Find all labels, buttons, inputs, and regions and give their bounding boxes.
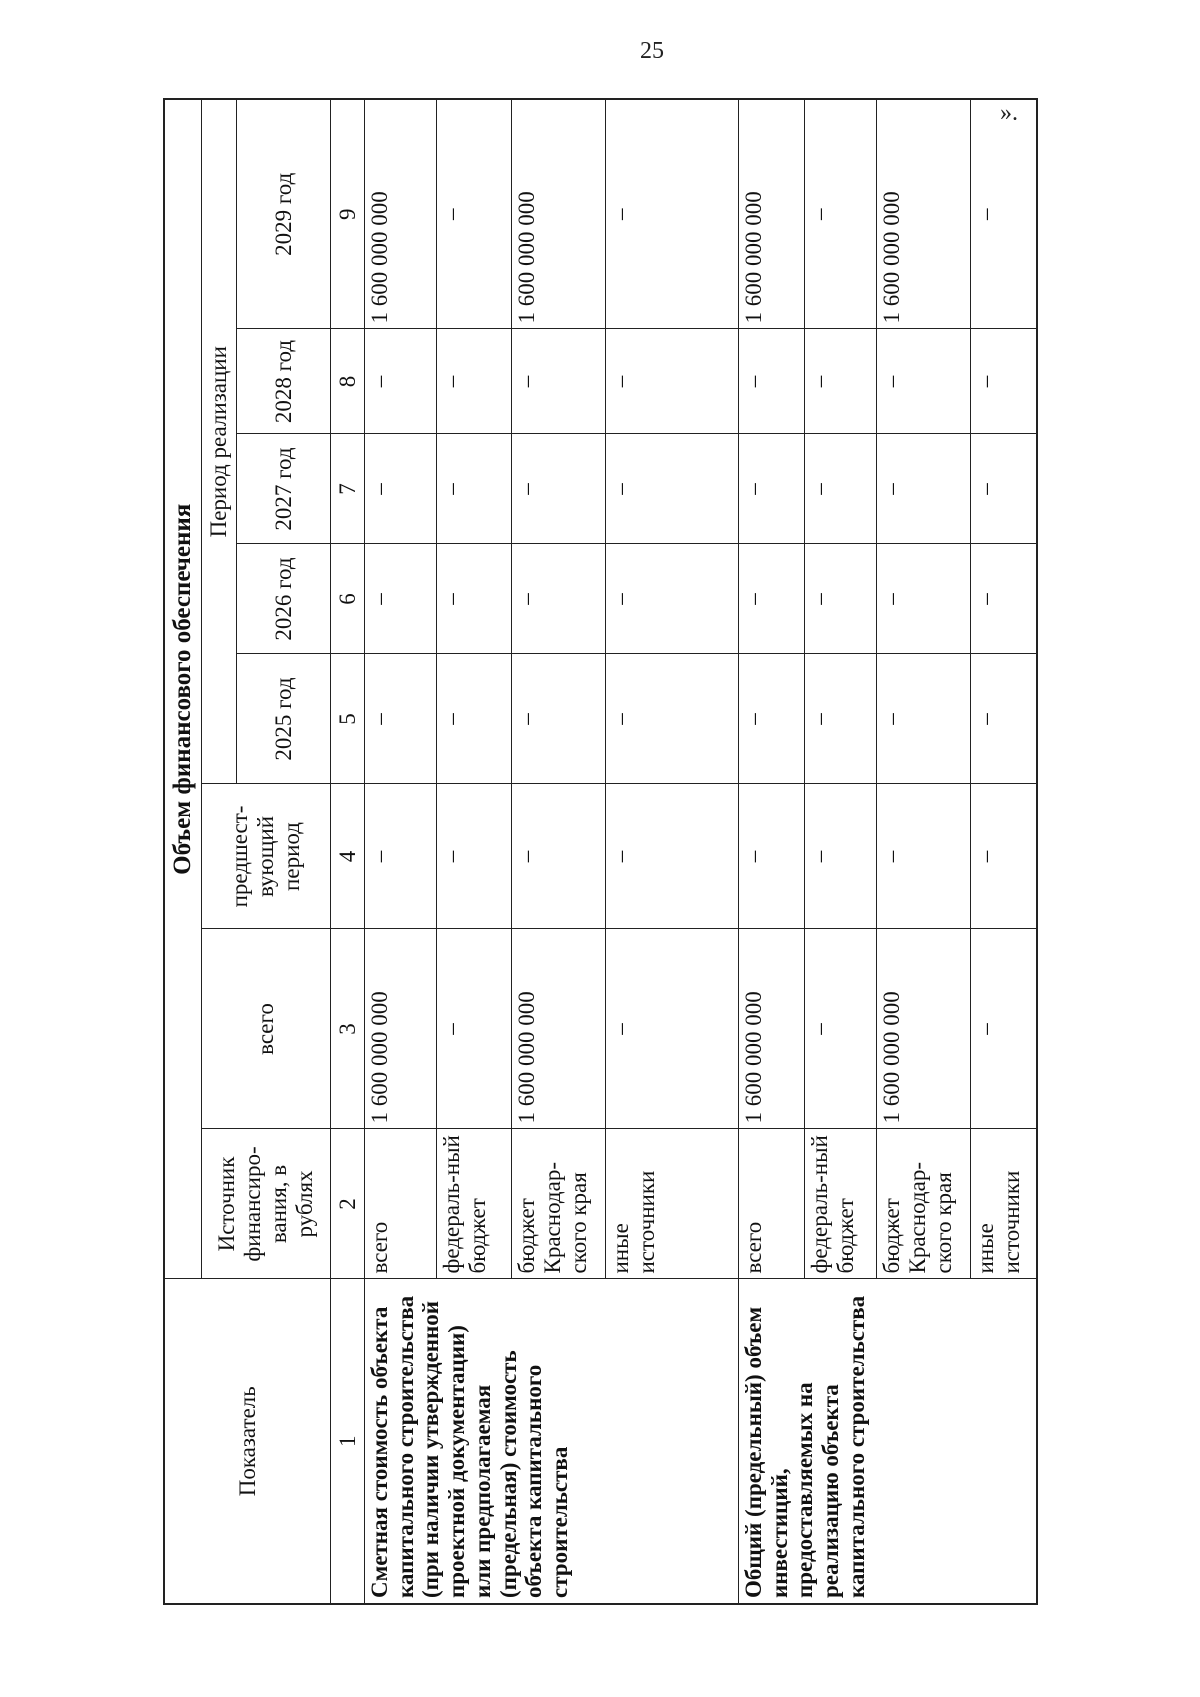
value-cell: –	[805, 329, 877, 434]
value-cell: –	[971, 544, 1037, 654]
value-cell: –	[738, 434, 804, 544]
value-2029: –	[606, 99, 739, 329]
value-cell: –	[738, 654, 804, 784]
value-cell: –	[436, 329, 511, 434]
value-cell: –	[512, 434, 606, 544]
column-index: 6	[330, 544, 364, 654]
column-index: 5	[330, 654, 364, 784]
value-2029: –	[971, 99, 1037, 329]
column-index: 7	[330, 434, 364, 544]
value-cell: –	[606, 434, 739, 544]
value-total: –	[805, 929, 877, 1129]
header-source: Источник финансиро-вания, в рублях	[201, 1129, 330, 1279]
value-cell: –	[606, 654, 739, 784]
value-2029: –	[436, 99, 511, 329]
value-cell: –	[877, 784, 971, 929]
value-2029: –	[805, 99, 877, 329]
indicator-estimated-cost: Сметная стоимость объекта капитального строительства (при наличии утвержденной проектной документации) или предполагаемая (предельная) стоимость объекта капитального строительства	[364, 1279, 738, 1604]
header-previous-period: предшест-вующий период	[201, 784, 330, 929]
value-2029: 1 600 000 000	[738, 99, 804, 329]
value-total: 1 600 000 000	[738, 929, 804, 1129]
table-row	[364, 99, 436, 1604]
header-year-2028: 2028 год	[236, 329, 330, 434]
page-number: 25	[640, 38, 664, 64]
value-cell: –	[364, 434, 436, 544]
value-cell: –	[805, 784, 877, 929]
value-cell: –	[364, 654, 436, 784]
table-row	[738, 99, 804, 1604]
column-index: 4	[330, 784, 364, 929]
header-year-2026: 2026 год	[236, 544, 330, 654]
value-cell: –	[364, 784, 436, 929]
value-total: –	[436, 929, 511, 1129]
value-cell: –	[877, 329, 971, 434]
value-cell: –	[512, 544, 606, 654]
value-cell: –	[738, 784, 804, 929]
value-cell: –	[512, 329, 606, 434]
value-total: –	[606, 929, 739, 1129]
column-index: 2	[330, 1129, 364, 1279]
value-cell: –	[738, 329, 804, 434]
value-cell: –	[364, 544, 436, 654]
value-cell: –	[606, 784, 739, 929]
header-year-2027: 2027 год	[236, 434, 330, 544]
column-index: 8	[330, 329, 364, 434]
header-implementation-period: Период реализации	[201, 99, 236, 784]
header-financing-volume: Объем финансового обеспечения	[164, 99, 201, 1279]
value-cell: –	[436, 654, 511, 784]
column-index: 3	[330, 929, 364, 1129]
source-cell: бюджет Краснодар-ского края	[512, 1129, 606, 1279]
value-total: –	[971, 929, 1037, 1129]
value-cell: –	[364, 329, 436, 434]
source-cell: федераль-ный бюджет	[805, 1129, 877, 1279]
source-cell: всего	[364, 1129, 436, 1279]
value-cell: –	[512, 654, 606, 784]
value-cell: –	[512, 784, 606, 929]
source-cell: бюджет Краснодар-ского края	[877, 1129, 971, 1279]
source-cell: федераль-ный бюджет	[436, 1129, 511, 1279]
value-cell: –	[436, 434, 511, 544]
source-cell: иные источники	[971, 1129, 1037, 1279]
value-cell: –	[971, 654, 1037, 784]
value-total: 1 600 000 000	[512, 929, 606, 1129]
value-cell: –	[971, 329, 1037, 434]
header-year-2029: 2029 год	[236, 99, 330, 329]
value-cell: –	[805, 654, 877, 784]
value-cell: –	[805, 544, 877, 654]
header-indicator: Показатель	[164, 1279, 330, 1604]
source-cell: иные источники	[606, 1129, 739, 1279]
value-cell: –	[436, 784, 511, 929]
value-cell: –	[877, 434, 971, 544]
value-cell: –	[606, 329, 739, 434]
value-cell: –	[877, 654, 971, 784]
header-year-2025: 2025 год	[236, 654, 330, 784]
closing-quote-mark: ».	[1000, 100, 1018, 126]
source-cell: всего	[738, 1129, 804, 1279]
value-2029: 1 600 000 000	[877, 99, 971, 329]
value-cell: –	[738, 544, 804, 654]
value-cell: –	[805, 434, 877, 544]
value-cell: –	[436, 544, 511, 654]
rotated-table-container	[163, 100, 1038, 1605]
financing-table	[163, 98, 1038, 1605]
indicator-investment-volume: Общий (предельный) объем инвестиций, предоставляемых на реализацию объекта капитального строительства	[738, 1279, 1037, 1604]
value-2029: 1 600 000 000	[512, 99, 606, 329]
column-index: 1	[330, 1279, 364, 1604]
value-cell: –	[606, 544, 739, 654]
value-cell: –	[971, 784, 1037, 929]
value-cell: –	[877, 544, 971, 654]
value-total: 1 600 000 000	[364, 929, 436, 1129]
column-index: 9	[330, 99, 364, 329]
header-total: всего	[201, 929, 330, 1129]
value-cell: –	[971, 434, 1037, 544]
value-2029: 1 600 000 000	[364, 99, 436, 329]
value-total: 1 600 000 000	[877, 929, 971, 1129]
